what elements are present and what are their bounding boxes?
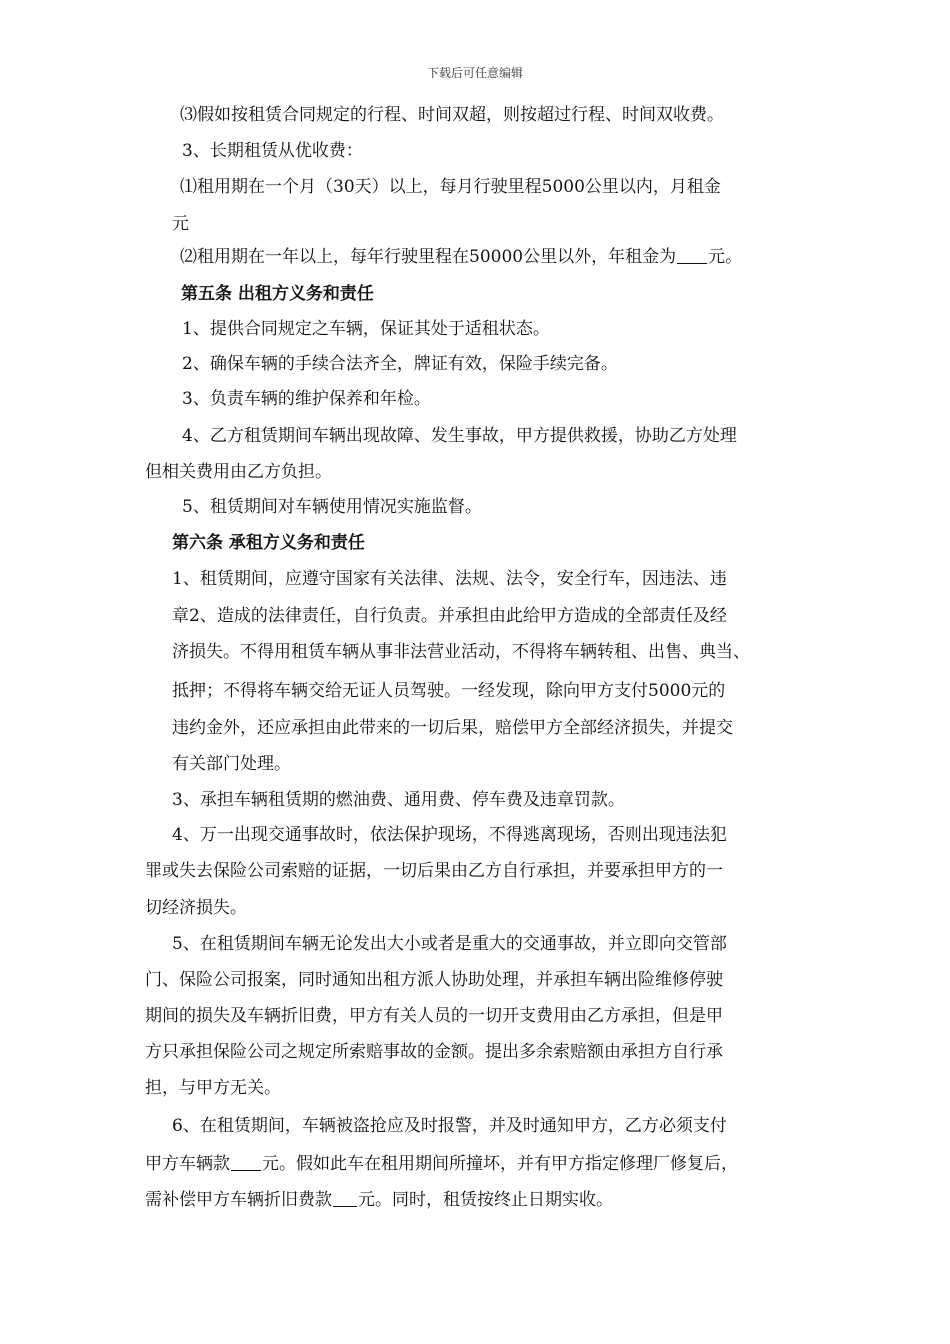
fill-in-blank [231,1154,261,1171]
paragraph-line: 元 [172,214,189,234]
paragraph-line: 3、承担车辆租赁期的燃油费、通用费、停车费及违章罚款。 [172,790,625,810]
paragraph-line: 担，与甲方无关。 [145,1078,281,1098]
line-text: 元。 [708,247,743,267]
paragraph-line: 5、租赁期间对车辆使用情况实施监督。 [182,497,482,517]
paragraph-line: 有关部门处理。 [172,754,291,774]
line-text: 甲方车辆款 [145,1154,230,1174]
fill-in-blank [333,1190,357,1207]
paragraph-line [145,1152,738,1176]
paragraph-line: 1、提供合同规定之车辆，保证其处于适租状态。 [182,319,550,339]
paragraph-line [145,1188,613,1212]
paragraph-line: 罪或失去保险公司索赔的证据，一切后果由乙方自行承担，并要承担甲方的一 [145,861,723,881]
section-heading: 第六条 承租方义务和责任 [172,533,365,553]
fill-in-blank [677,247,707,264]
paragraph-line: 1、租赁期间，应遵守国家有关法律、法规、法令，安全行车，因违法、违 [172,569,727,589]
line-text: 需补偿甲方车辆折旧费款 [145,1190,332,1210]
paragraph-line: 期间的损失及车辆折旧费，甲方有关人员的一切开支费用由乙方承担，但是甲 [145,1006,723,1026]
paragraph-line: ⑴租用期在一个月（30天）以上，每月行驶里程5000公里以内，月租金 [180,177,721,197]
paragraph-line: 切经济损失。 [145,898,247,918]
paragraph-line: 章2、造成的法律责任，自行负责。并承担由此给甲方造成的全部责任及经 [172,606,727,626]
paragraph-line: 抵押；不得将车辆交给无证人员驾驶。一经发现，除向甲方支付5000元的 [172,681,726,701]
paragraph-line: 4、万一出现交通事故时，依法保护现场，不得逃离现场，否则出现违法犯 [172,825,727,845]
line-text: 元。同时，租赁按终止日期实收。 [358,1190,613,1210]
paragraph-line [180,245,742,269]
line-text: ⑵租用期在一年以上，每年行驶里程在50000公里以外，年租金为 [180,247,677,267]
paragraph-line: 6、在租赁期间，车辆被盗抢应及时报警，并及时通知甲方，乙方必须支付 [172,1116,727,1136]
page-header: 下载后可任意编辑 [426,66,523,80]
paragraph-line: 但相关费用由乙方负担。 [145,462,332,482]
paragraph-line: 违约金外，还应承担由此带来的一切后果，赔偿甲方全部经济损失，并提交 [172,718,733,738]
line-text: 元。假如此车在租用期间所撞坏，并有甲方指定修理厂修复后， [262,1154,738,1174]
paragraph-line: 济损失。不得用租赁车辆从事非法营业活动，不得将车辆转租、出售、典当、 [172,642,750,662]
paragraph-line: ⑶假如按租赁合同规定的行程、时间双超，则按超过行程、时间双收费。 [180,105,724,125]
paragraph-line: 2、确保车辆的手续合法齐全，牌证有效，保险手续完备。 [182,354,618,374]
section-heading: 第五条 出租方义务和责任 [181,284,374,304]
paragraph-line: 门、保险公司报案，同时通知出租方派人协助处理，并承担车辆出险维修停驶 [145,970,723,990]
paragraph-line: 5、在租赁期间车辆无论发出大小或者是重大的交通事故，并立即向交管部 [172,934,727,954]
paragraph-line: 4、乙方租赁期间车辆出现故障、发生事故，甲方提供救援，协助乙方处理 [182,426,737,446]
paragraph-line: 方只承担保险公司之规定所索赔事故的金额。提出多余索赔额由承担方自行承 [145,1042,723,1062]
paragraph-line: 3、负责车辆的维护保养和年检。 [182,389,431,409]
paragraph-line: 3、长期租赁从优收费： [182,141,363,161]
